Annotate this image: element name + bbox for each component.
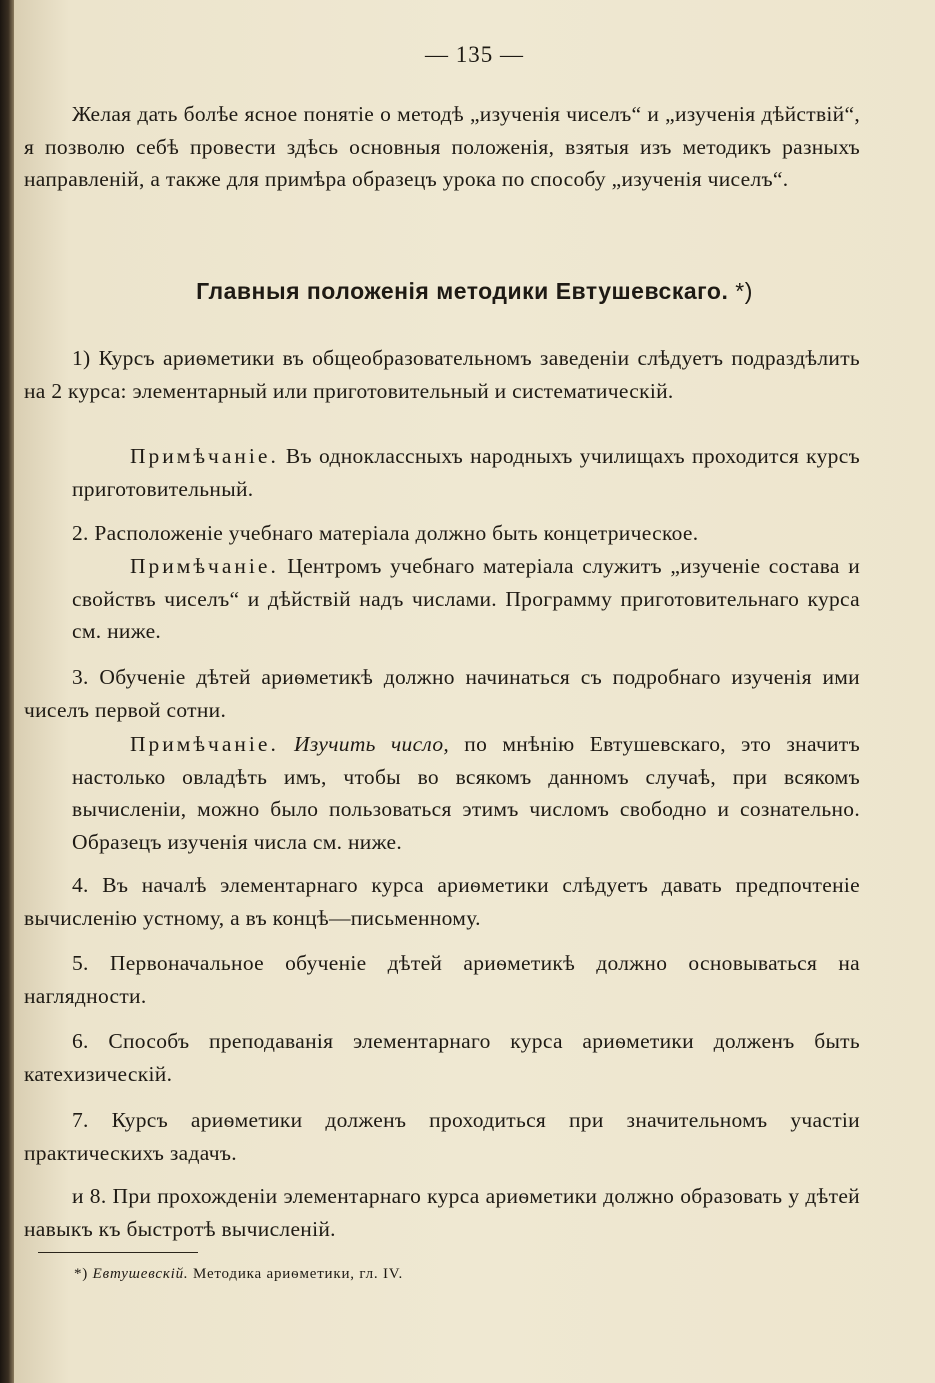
footnote-author: Евтушевскій.	[92, 1266, 189, 1282]
note-text: Въ одноклассныхъ народныхъ училищахъ проходится курсъ приготовительный.	[72, 444, 860, 501]
note-label: Примѣчаніе.	[130, 732, 279, 756]
page-number: — 135 —	[425, 42, 524, 67]
page	[14, 0, 935, 1383]
note-text: по мнѣнію Евтушевскаго, это значитъ настолько овладѣть имъ, чтобы во всякомъ данномъ случаѣ, при всякомъ вычисленіи, можно было пользоваться этимъ числомъ свободно и сознательно. Образецъ изученія числа см. ниже.	[72, 732, 860, 854]
note-2	[72, 550, 860, 648]
note-text: Центромъ учебнаго матеріала служитъ „изученіе состава и свойствъ чиселъ“ и дѣйствій надъ числами. Программу приготовительнаго курса см. ниже.	[72, 554, 860, 643]
item-3: 3. Обученіе дѣтей ариѳметикѣ должно начинаться съ подробнаго изученія ими чиселъ первой сотни.	[24, 665, 860, 722]
note-1	[72, 440, 860, 505]
footnote-mark: *)	[728, 278, 753, 304]
section-heading	[14, 278, 935, 305]
item-1: 1) Курсъ ариѳметики въ общеобразовательномъ заведеніи слѣдуетъ подраздѣлить на 2 курса: элементарный или приготовительный и систематическій.	[24, 346, 860, 403]
item-6: 6. Способъ преподаванія элементарнаго курса ариѳметики долженъ быть катехизическій.	[24, 1029, 860, 1086]
item-7: 7. Курсъ ариѳметики долженъ проходиться при значительномъ участіи практическихъ задачъ.	[24, 1108, 860, 1165]
footnote-rule	[38, 1252, 198, 1253]
item-4: 4. Въ началѣ элементарнаго курса ариѳметики слѣдуетъ давать предпочтеніе вычисленію устному, а въ концѣ—письменному.	[24, 873, 860, 930]
item-2: 2. Расположеніе учебнаго матеріала должно быть концетрическое.	[72, 521, 699, 545]
item-8: и 8. При прохожденіи элементарнаго курса ариѳметики должно образовать у дѣтей навыкъ къ быстротѣ вычисленій.	[24, 1184, 860, 1241]
footnote-text: Методика ариѳметики, гл. IV.	[188, 1266, 404, 1282]
note-italic: Изучить число,	[278, 732, 450, 756]
footnote	[74, 1266, 403, 1283]
heading-text: Главныя положенія методики Евтушевскаго.	[196, 278, 729, 304]
note-label: Примѣчаніе.	[130, 444, 279, 468]
footnote-mark: *)	[74, 1266, 89, 1282]
note-label: Примѣчаніе.	[130, 554, 279, 578]
note-3	[72, 728, 860, 858]
book-spine	[0, 0, 14, 1383]
intro-paragraph: Желая дать болѣе ясное понятіе о методѣ „изученія чиселъ“ и „изученія дѣйствій“, я позволю себѣ провести здѣсь основныя положенія, взятыя изъ методикъ разныхъ направленій, а также для примѣра образецъ урока по способу „изученія чиселъ“.	[24, 102, 860, 191]
item-5: 5. Первоначальное обученіе дѣтей ариѳметикѣ должно основываться на наглядности.	[24, 951, 860, 1008]
